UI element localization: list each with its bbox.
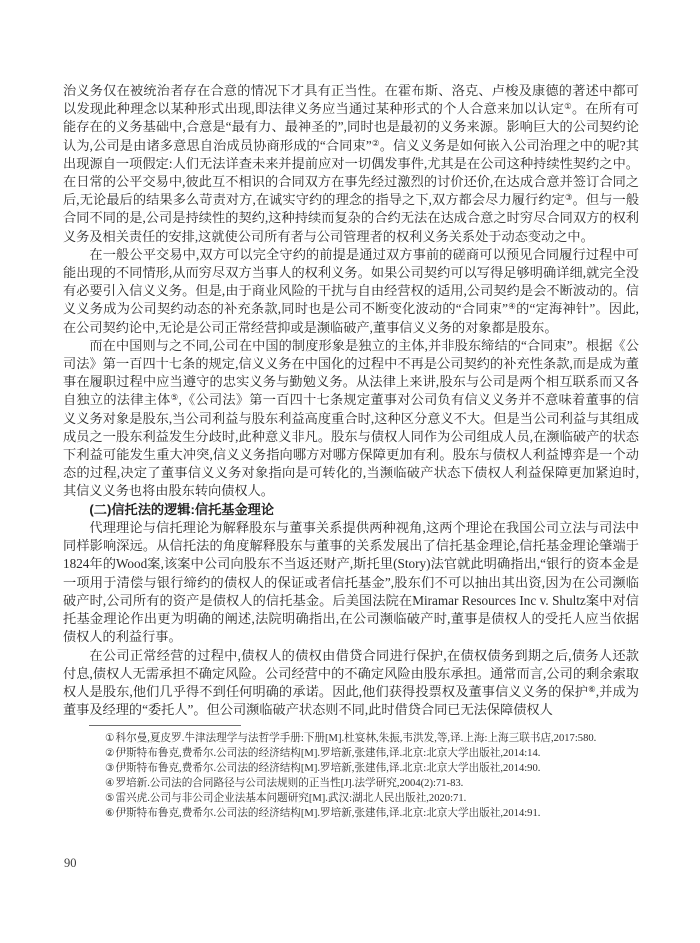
footnote-reference: ⑥ bbox=[588, 683, 596, 694]
footnotes-section bbox=[63, 731, 639, 821]
footnote-reference: ⑤ bbox=[170, 392, 179, 403]
footnote-text: 伊斯特布鲁克,费希尔.公司法的经济结构[M].罗培新,张建伟,译.北京:北京大学出版社,2014:91. bbox=[115, 808, 541, 820]
page-number: 90 bbox=[64, 856, 77, 870]
footnote-text: 雷兴虎.公司与非公司企业法基本问题研究[M].武汉:湖北人民出版社,2020:71. bbox=[115, 793, 467, 805]
footnote-reference: ② bbox=[371, 137, 380, 148]
footnote-item bbox=[63, 761, 639, 776]
footnote-reference: ④ bbox=[508, 301, 517, 312]
footnote-item bbox=[63, 791, 639, 806]
body-paragraph: 在公司正常经营的过程中,债权人的债权由借贷合同进行保护,在债权债务到期之后,债务人还款付息,债权人无需承担不确定风险。公司经营中的不确定风险由股东承担。通常而言,公司的剩余索取权人是股东,他们几乎得不到任何明确的承诺。因此,他们获得投票权及董事信义义务的保护⑥,并成为董事及经理的“委托人”。但公司濒临破产状态则不同,此时借贷合同已无法保障债权人 bbox=[63, 647, 640, 718]
footnote-text: 科尔曼,夏皮罗.牛津法理学与法哲学手册:下册[M].杜宴林,朱振,韦洪发,等,译.上海:上海三联书店,2017:580. bbox=[115, 733, 597, 745]
footnote-text: 伊斯特布鲁克,费希尔.公司法的经济结构[M].罗培新,张建伟,译.北京:北京大学出版社,2014:14. bbox=[115, 748, 541, 760]
footnote-text: 罗培新.公司法的合同路径与公司法规则的正当性[J].法学研究,2004(2):71-83. bbox=[115, 778, 464, 790]
page-content bbox=[63, 82, 639, 821]
footnote-item bbox=[63, 746, 639, 761]
body-paragraph: 治义务仅在被统治者存在合意的情况下才具有正当性。在霍布斯、洛克、卢梭及康德的著述中都可以发现此种理念以某种形式出现,即法律义务应当通过某种形式的个人合意来加以认定①。在所有可能存在的义务基础中,合意是“最有力、最神圣的”,同时也是最初的义务来源。影响巨大的公司契约论认为,公司是由诸多意思自治成员协商形成的“合同束”②。信义义务是如何嵌入公司治理之中的呢?其出现源自一项假定:人们无法详查未来并提前应对一切偶发事件,尤其是在公司这种持续性契约之中。在日常的公平交易中,彼此互不相识的合同双方在事先经过激烈的讨价还价,在达成合意并签订合同之后,无论最后的结果多么苛责对方,在诚实守约的理念的指导之下,双方都会尽力履行约定③。但与一般合同不同的是,公司是持续性的契约,这种持续而复杂的合约无法在达成合意之时穷尽合同双方的权利义务及相关责任的安排,这就使公司所有者与公司管理者的权利义务关系处于动态变动之中。 bbox=[63, 83, 640, 244]
section-heading: (二)信托法的逻辑:信托基金理论 bbox=[89, 501, 275, 517]
footnote-marker: ③ bbox=[105, 763, 115, 775]
footnote-item bbox=[63, 806, 639, 821]
footnote-reference: ③ bbox=[564, 192, 573, 203]
footnote-item bbox=[63, 731, 639, 746]
body-paragraph: 在一般公平交易中,双方可以完全守约的前提是通过双方事前的磋商可以预见合同履行过程中可能出现的不同情形,从而穷尽双方当事人的权利义务。如果公司契约可以写得足够明确详细,就完全没有必要引入信义义务。但是,由于商业风险的干扰与自由经营权的适用,公司契约是会不断波动的。信义义务成为公司契约动态的补充条款,同时也是公司不断变化波动的“合同束”④的“定海神针”。因此,在公司契约论中,无论是公司正常经营抑或是濒临破产,董事信义义务的对象都是股东。 bbox=[63, 246, 639, 335]
body-paragraph: 代理理论与信托理论为解释股东与董事关系提供两种视角,这两个理论在我国公司立法与司法中同样影响深远。从信托法的角度解释股东与董事的关系发展出了信托基金理论,信托基金理论肇端于1824年的Wood案,该案中公司向股东不当返还财产,斯托里(Story)法官就此明确指出,“银行的资本金是一项用于清偿与银行缔约的债权人的保证或者信托基金”,股东们不可以抽出其出资,因为在公司濒临破产时,公司所有的资产是债权人的信托基金。后美国法院在Miramar Resources Inc v. Shultz案中对信托基金理论作出更为明确的阐述,法院明确指出,在公司濒临破产时,董事是债权人的受托人应当依据债权人的利益行事。 bbox=[63, 520, 639, 645]
body-paragraph: 而在中国则与之不同,公司在中国的制度形象是独立的主体,并非股东缔结的“合同束”。根据《公司法》第一百四十七条的规定,信义义务在中国化的过程中不再是公司契约的补充性条款,而是成为董事在履职过程中应当遵守的忠实义务与勤勉义务。从法律上来讲,股东与公司是两个相互联系而又各自独立的法律主体⑤,《公司法》第一百四十七条规定董事对公司负有信义义务并不意味着董事的信义义务对象是股东,当公司利益与股东利益高度重合时,这种区分意义不大。但是当公司利益与其组成成员之一股东利益发生分歧时,此种意义非凡。股东与债权人同作为公司组成人员,在濒临破产的状态下利益可能发生重大冲突,信义义务指向哪方对哪方保障更加有利。股东与债权人利益博弈是一个动态的过程,决定了董事信义义务对象指向是可转化的,当濒临破产状态下债权人利益保障更加紧迫时,其信义义务也将由股东转向债权人。 bbox=[63, 337, 640, 499]
article-body bbox=[63, 82, 639, 719]
footnote-marker: ⑥ bbox=[105, 808, 115, 820]
footnote-separator bbox=[89, 725, 241, 726]
footnote-text: 伊斯特布鲁克,费希尔.公司法的经济结构[M].罗培新,张建伟,译.北京:北京大学出版社,2014:90. bbox=[115, 763, 541, 775]
footnote-reference: ① bbox=[564, 101, 573, 112]
footnote-marker: ② bbox=[105, 748, 115, 760]
footnote-marker: ① bbox=[105, 733, 115, 745]
footnote-item bbox=[63, 776, 639, 791]
footnote-marker: ⑤ bbox=[105, 793, 115, 805]
footnote-marker: ④ bbox=[105, 778, 115, 790]
